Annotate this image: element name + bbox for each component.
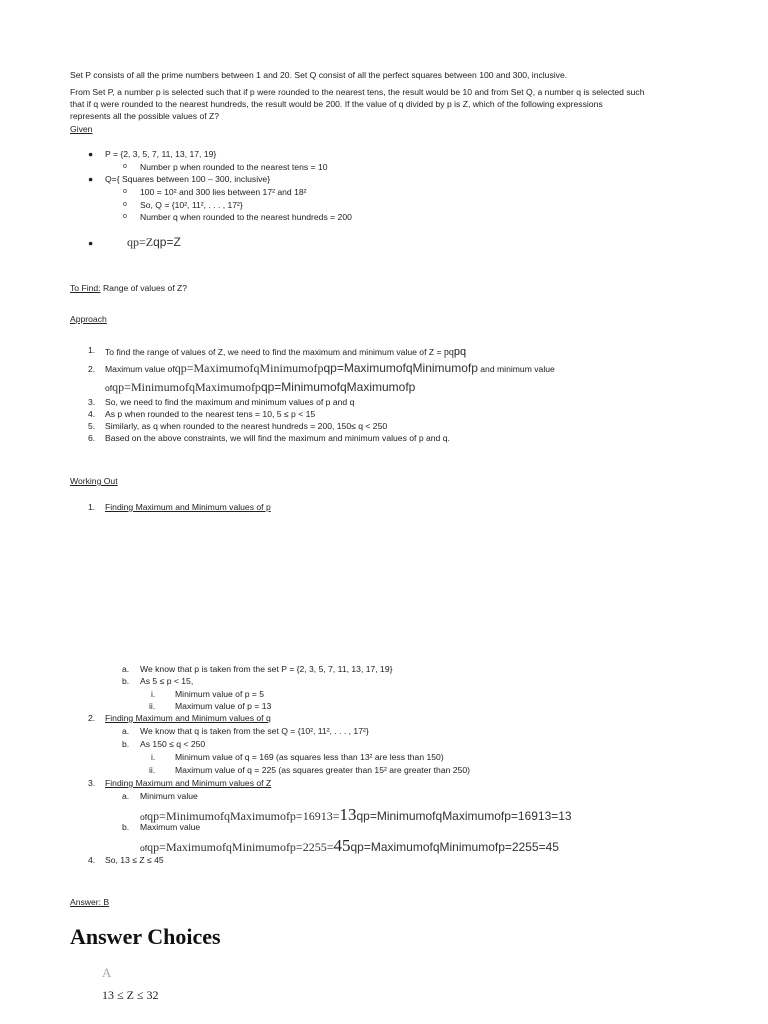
working-step-3-a-formula [140,804,572,827]
list-letter: b. [122,822,130,832]
question-line-4: represents all the possible values of Z? [70,111,220,121]
working-step-1-b-i: Minimum value of p = 5 [175,689,265,699]
approach-item-1-text: To find the range of values of Z, we need to find the maximum and minimum value of Z = [105,347,444,357]
approach-item-2-tail: and minimum value [477,364,555,374]
working-step-2-b-ii: Maximum value of q = 225 (as squares greater than 15² are greater than 250) [175,765,470,775]
bullet-icon: ● [88,174,94,184]
list-number: 2. [88,364,96,374]
working-step-3-b-formula [140,835,559,858]
working-step-3-b-serif-big: 45 [333,836,351,855]
list-letter: a. [122,791,130,801]
list-roman: i. [151,689,156,699]
to-find [70,283,187,295]
list-number: 3. [88,397,96,407]
approach-item-2b [105,379,415,395]
approach-item-2-text: Maximum value of [105,364,175,374]
working-step-3-b-sans: qp=MaximumofqMinimumofp=2255=45 [350,840,559,854]
answer-choices-title: Answer Choices [70,924,221,949]
to-find-text: Range of values of Z? [100,283,188,293]
list-number: 5. [88,421,96,431]
approach-item-2-serif: qp=MaximumofqMinimumofp [174,361,324,375]
working-heading: Working Out [70,476,118,486]
list-number: 3. [88,778,96,788]
list-letter: a. [122,726,130,736]
circle-bullet-icon: o [123,213,127,220]
list-letter: b. [122,739,130,749]
approach-item-2-sans: qp=MaximumofqMinimumofp [323,361,478,375]
working-step-1-b-ii: Maximum value of p = 13 [175,701,272,711]
to-find-label: To Find: [70,283,101,293]
working-step-3-a: Minimum value [140,791,198,801]
working-step-3-a-serif-big: 13 [339,805,357,824]
approach-item-3: So, we need to find the maximum and minimum values of p and q [105,397,355,407]
bullet-icon: ● [88,149,94,159]
question-line-3: that if q were rounded to the nearest hundreds, the result would be 200. If the value of q divided by p is Z, which of the following expressions [70,99,603,109]
list-number: 4. [88,855,96,865]
approach-item-1-frac-serif: pq [443,347,454,358]
given-q-set: Q={ Squares between 100 – 300, inclusive} [105,174,271,184]
given-q-sub-1: 100 = 10² and 300 lies between 17² and 18² [140,187,307,197]
working-step-1-title: Finding Maximum and Minimum values of p [105,502,271,512]
answer-label: Answer: B [70,897,110,907]
working-step-2-title: Finding Maximum and Minimum values of q [105,713,271,723]
answer-choices-heading [70,922,221,952]
working-step-3-b-serif: qp=MaximumofqMinimumofp=2255= [147,840,334,854]
working-step-2-b: As 150 ≤ q < 250 [140,739,206,749]
approach-item-2b-sans: qp=MinimumofqMaximumofp [260,380,416,394]
circle-bullet-icon: o [123,163,127,170]
formula-serif: qp=Z [127,235,154,249]
given-heading: Given [70,124,93,134]
list-number: 1. [88,345,96,355]
working-step-4: So, 13 ≤ Z ≤ 45 [105,855,164,865]
working-step-2-b-i: Minimum value of q = 169 (as squares less than 13² are less than 150) [175,752,444,762]
question-line-1: Set P consists of all the prime numbers between 1 and 20. Set Q consist of all the perfect squares between 100 and 300, inclusive. [70,70,568,80]
approach-item-5: Similarly, as q when rounded to the nearest hundreds = 200, 150≤ q < 250 [105,421,388,431]
question-line-2: From Set P, a number p is selected such that if p were rounded to the nearest tens, the result would be 10 and from Set Q, a number q is selected such [70,87,645,97]
given-q-sub-3: Number q when rounded to the nearest hundreds = 200 [140,212,352,222]
list-roman: ii. [149,701,156,711]
choice-a-text[interactable]: 13 ≤ Z ≤ 32 [102,988,159,1002]
working-step-3-title: Finding Maximum and Minimum values of Z [105,778,272,788]
given-q-sub-2: So, Q = {10², 11², . . . , 17²} [140,200,243,210]
approach-item-2b-serif: qp=MinimumofqMaximumofp [112,380,261,394]
list-letter: a. [122,664,130,674]
list-number: 6. [88,433,96,443]
choice-a-label: A [102,965,112,980]
approach-item-1-frac-sans: pq [453,346,467,358]
working-step-1-a: We know that p is taken from the set P = {2, 3, 5, 7, 11, 13, 17, 19} [140,664,393,674]
formula-sans: qp=Z [153,235,181,249]
working-step-3-b-prefix: of [140,843,148,853]
list-number: 4. [88,409,96,419]
working-step-3-a-prefix: of [140,812,148,822]
bullet-icon: ● [88,238,94,248]
list-roman: ii. [149,765,156,775]
approach-item-4: As p when rounded to the nearest tens = 10, 5 ≤ p < 15 [105,409,316,419]
given-formula [127,234,181,250]
approach-heading: Approach [70,314,107,324]
approach-item-2 [105,360,555,376]
list-number: 1. [88,502,96,512]
given-p-sub: Number p when rounded to the nearest tens = 10 [140,162,328,172]
approach-item-1 [105,345,466,360]
working-step-3-a-sans: qp=MinimumofqMaximumofp=16913=13 [356,809,572,823]
working-step-1-b: As 5 ≤ p < 15, [140,676,194,686]
circle-bullet-icon: o [123,201,127,208]
working-step-2-a: We know that q is taken from the set Q = {10², 11², . . . , 17²} [140,726,369,736]
working-step-3-b: Maximum value [140,822,201,832]
given-p-set: P = {2, 3, 5, 7, 11, 13, 17, 19} [105,149,217,159]
list-roman: i. [151,752,156,762]
circle-bullet-icon: o [123,188,127,195]
approach-item-2b-prefix: of [105,383,113,393]
list-letter: b. [122,676,130,686]
list-number: 2. [88,713,96,723]
working-step-3-a-serif: qp=MinimumofqMaximumofp=16913= [147,809,340,823]
approach-item-6: Based on the above constraints, we will find the maximum and minimum values of p and q. [105,433,450,443]
